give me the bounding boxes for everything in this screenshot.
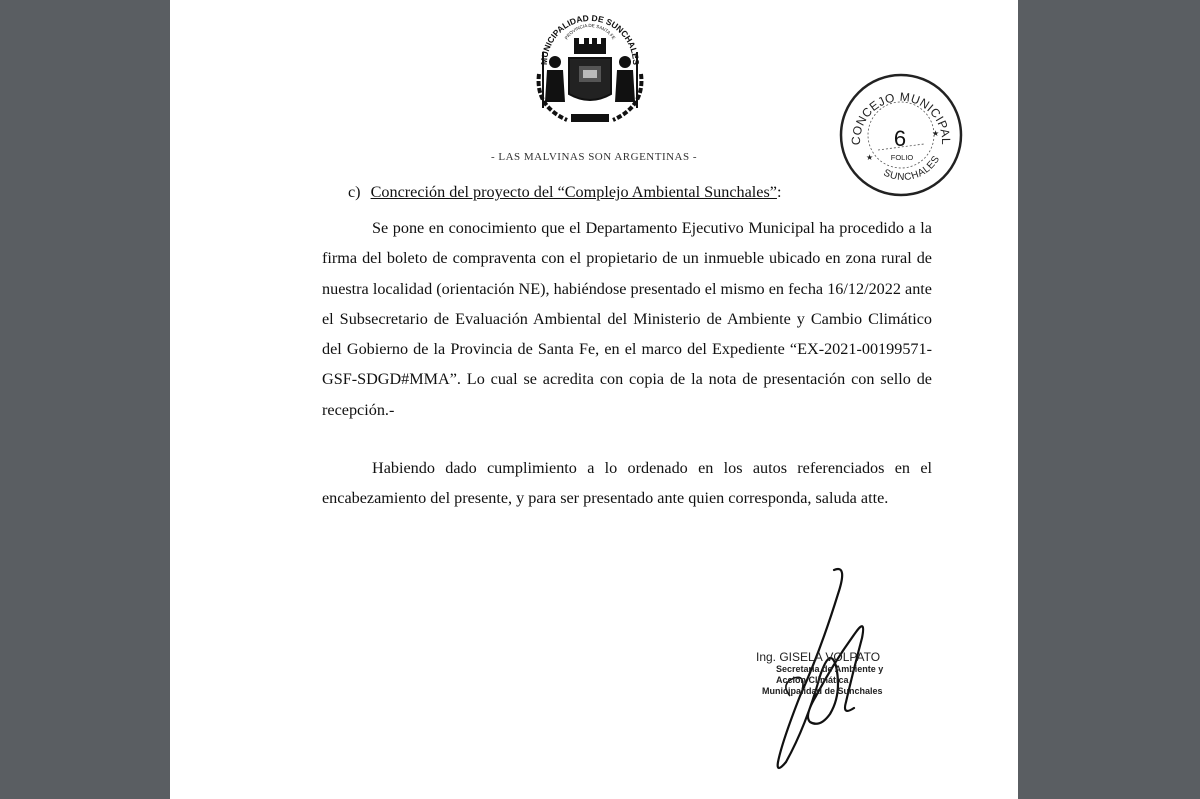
motto: - LAS MALVINAS SON ARGENTINAS -: [490, 151, 698, 163]
section-heading: [348, 183, 781, 202]
paragraph-2: Habiendo dado cumplimiento a lo ordenado en los autos referenciados en el encabezamiento del presente, y para ser presentado ante quien corresponda, saluda atte.: [322, 459, 932, 507]
paragraph-1: Se pone en conocimiento que el Departamento Ejecutivo Municipal ha procedido a la firma del boleto de compraventa con el propietario de un inmueble ubicado en zona rural de nuestra localidad (orientación NE), habiéndose presentado el mismo en fecha 16/12/2022 ante el Subsecretario de Evaluación Ambiental del Ministerio de Ambiente y Cambio Climático del Gobierno de la Provincia de Santa Fe, en el marco del Expediente “EX-2021-00199571-GSF-SDGD#MMA”. Lo cual se acredita con copia de la nota de presentación con sello de recepción.-: [322, 219, 932, 419]
section-suffix: :: [776, 183, 782, 201]
svg-text:★: ★: [932, 129, 940, 138]
svg-text:★: ★: [866, 153, 874, 162]
municipal-crest-logo: [525, 2, 655, 130]
svg-text:FOLIO: FOLIO: [890, 153, 914, 162]
signer-organization: Municipalidad de Sunchales: [762, 686, 883, 696]
signer-role-line-2: Acción Climática: [776, 675, 849, 685]
svg-text:PROVINCIA DE SANTA FE: PROVINCIA DE SANTA FE: [563, 22, 617, 41]
document-page: [170, 0, 1018, 799]
svg-text:MUNICIPALIDAD DE SUNCHALES: MUNICIPALIDAD DE SUNCHALES: [538, 12, 642, 66]
section-label: c): [348, 183, 361, 201]
svg-text:SUNCHALES: SUNCHALES: [881, 153, 943, 184]
concejo-municipal-seal: [838, 72, 964, 198]
section-title: Concreción del proyecto del “Complejo Ambiental Sunchales”: [370, 183, 777, 201]
signer-role-line-1: Secretaria de Ambiente y: [776, 664, 884, 674]
signer-name: Ing. GISELA VOLPATO: [756, 650, 881, 664]
signature-block: [756, 650, 936, 696]
svg-text:CONCEJO MUNICIPAL: CONCEJO MUNICIPAL: [848, 89, 954, 146]
svg-text:6: 6: [893, 126, 907, 151]
